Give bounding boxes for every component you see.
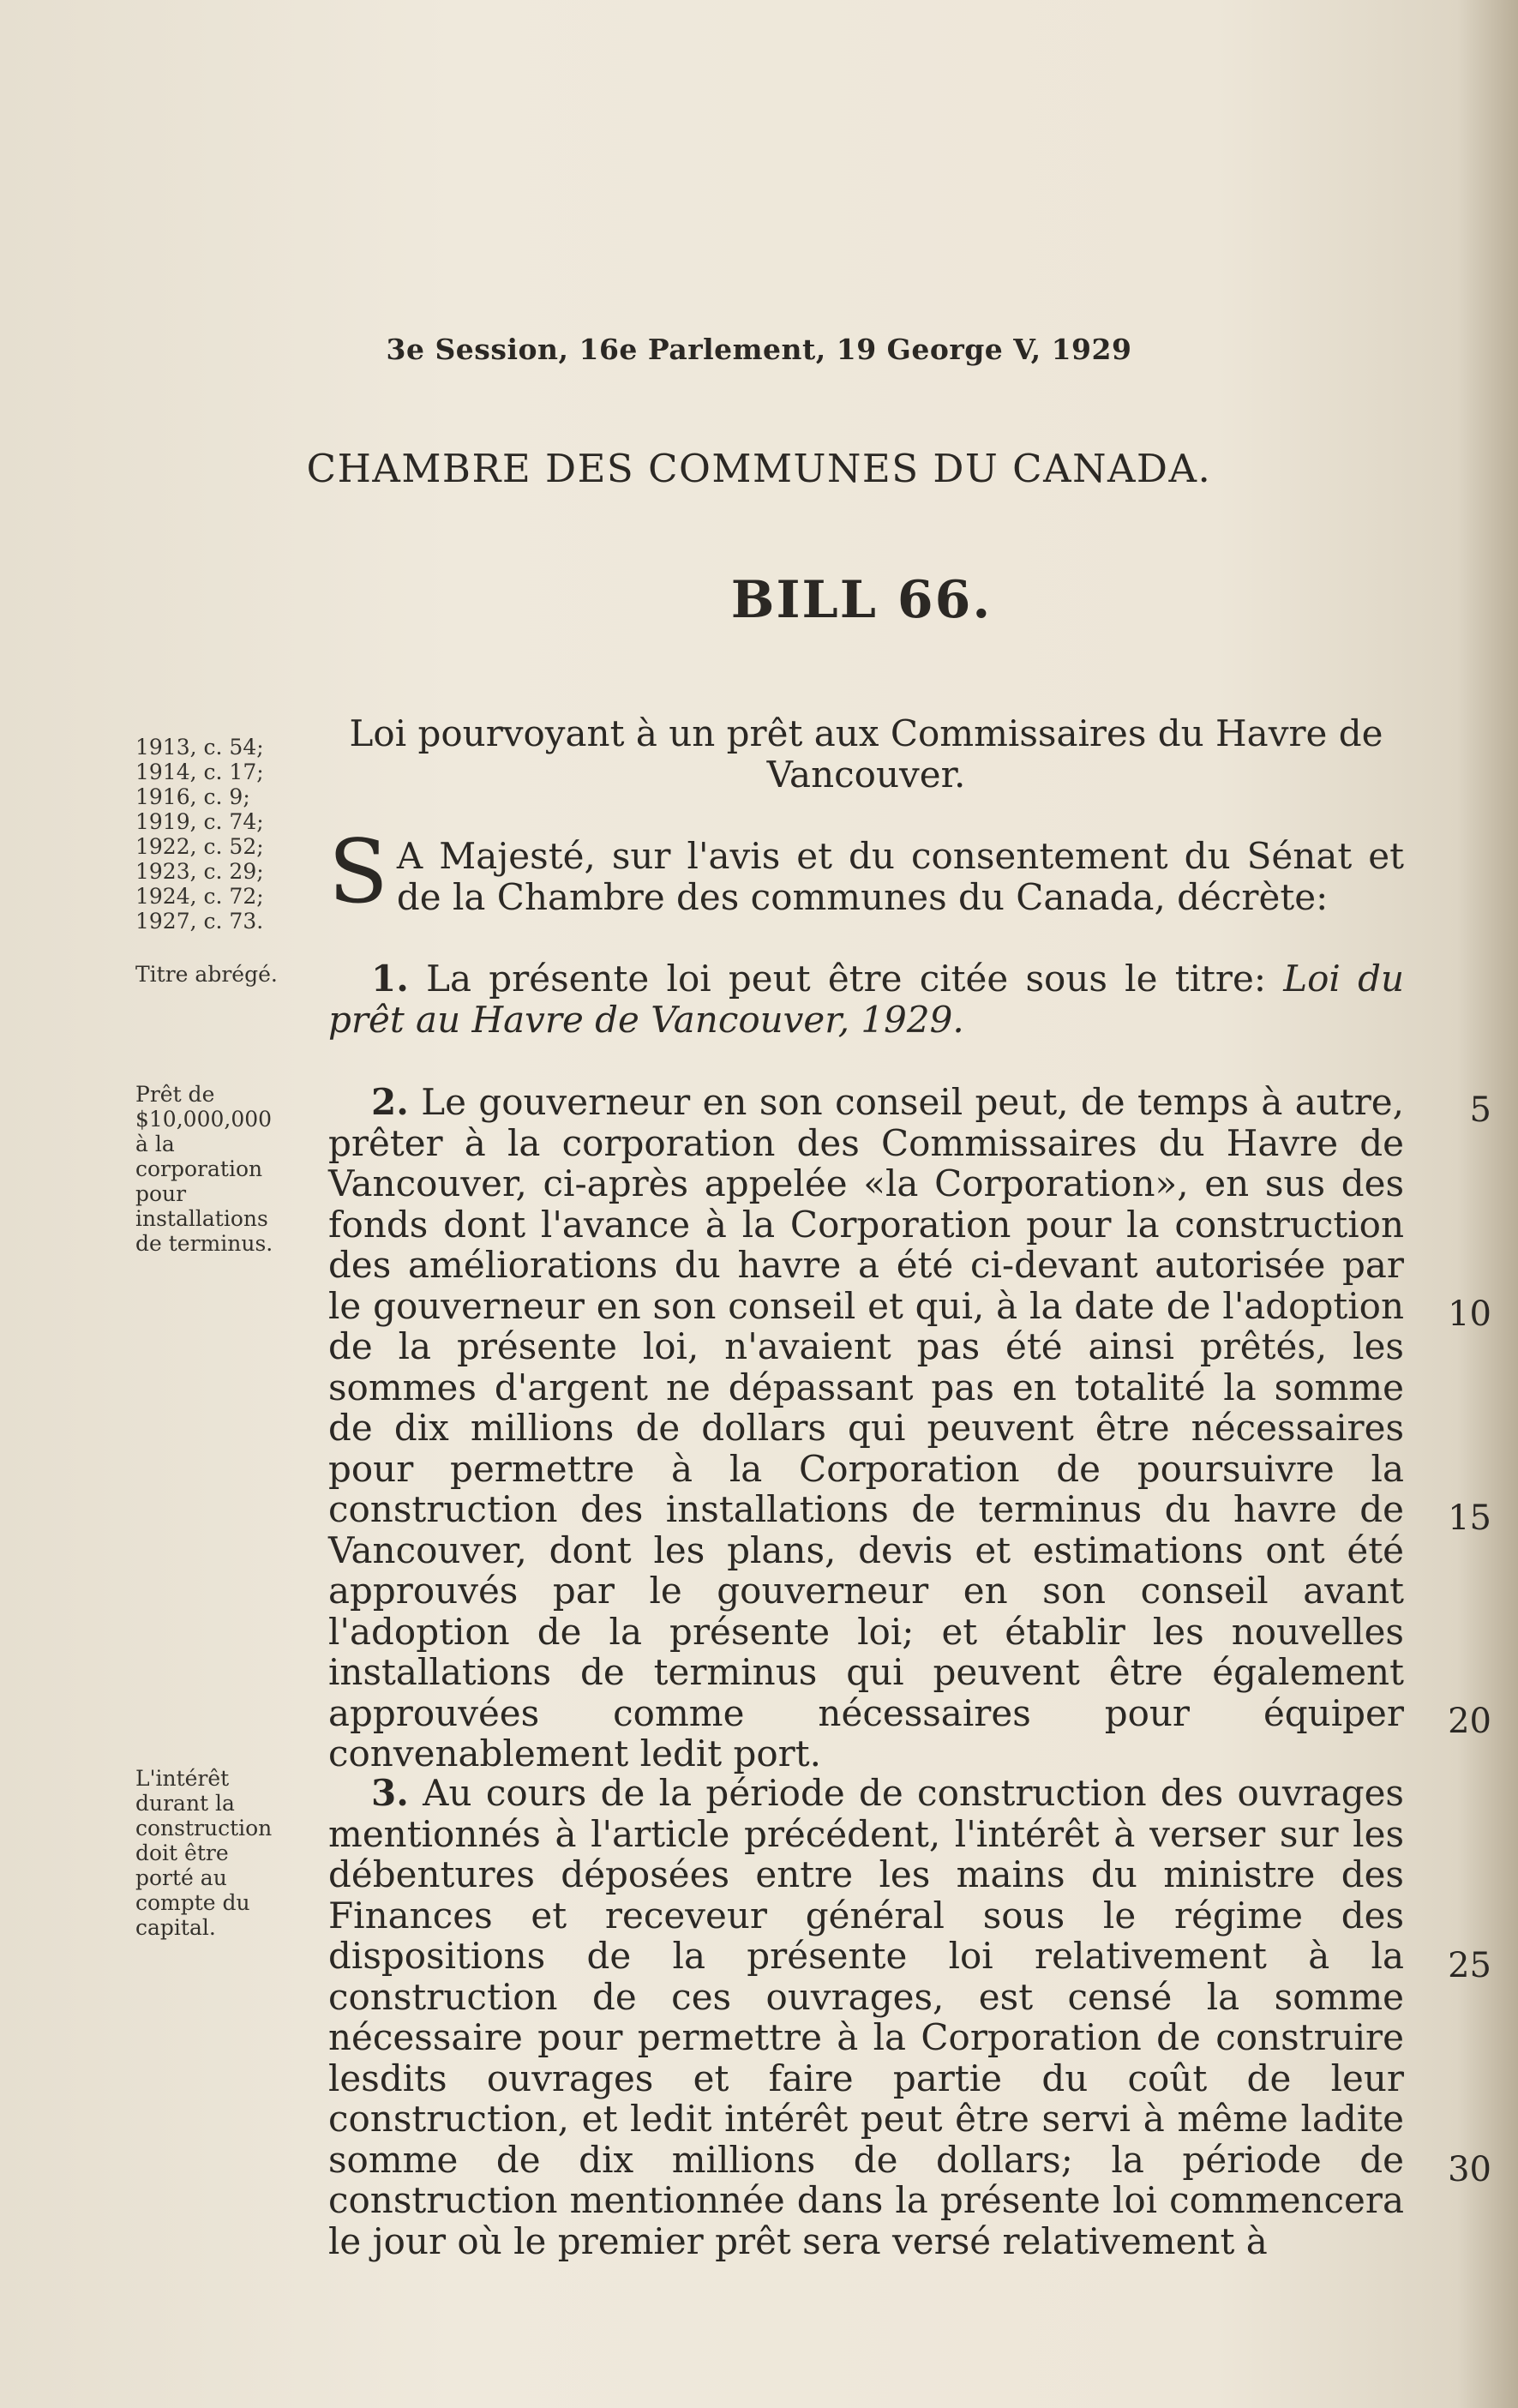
margin-line: doit être bbox=[135, 1841, 229, 1865]
section-text: Au cours de la période de construction des ouvrages mentionnés à l'article précédent, l'intérêt à verser sur les débentures déposées entre les mains du ministre des Finances et receveur général sous le régime des dispositions de la présente loi relativement à la construction de ces ouvrages, est censé la somme nécessaire pour permettre à la Corporation de construire lesdits ouvrages et faire partie du coût de leur construction, et ledit intérêt peut être servi à même ladite somme de dix millions de dollars; la période de construction mentionnée dans la présente loi commencera le jour où le premier prêt sera versé relativement à bbox=[328, 1772, 1404, 2262]
section-number: 3. bbox=[371, 1772, 409, 1814]
margin-line: porté au bbox=[135, 1865, 227, 1890]
section-number: 1. bbox=[371, 958, 409, 1000]
margin-line: compte du bbox=[135, 1890, 250, 1915]
margin-line: à la bbox=[135, 1132, 175, 1156]
line-number: 20 bbox=[1448, 1702, 1491, 1741]
margin-line: Prêt de bbox=[135, 1082, 215, 1107]
enacting-text: A Majesté, sur l'avis et du consentement du Sénat et de la Chambre des communes du Canada, décrète: bbox=[396, 835, 1404, 918]
margin-line: installations bbox=[135, 1206, 268, 1231]
margin-note-loan bbox=[135, 1082, 307, 1256]
citation: 1923, c. 29; bbox=[135, 859, 264, 884]
section-1 bbox=[328, 958, 1404, 1040]
margin-line: capital. bbox=[135, 1915, 216, 1940]
section-2 bbox=[328, 1082, 1404, 1774]
section-text: La présente loi peut être citée sous le titre: bbox=[426, 958, 1266, 1000]
margin-note-interest bbox=[135, 1766, 307, 1940]
citation: 1927, c. 73. bbox=[135, 909, 264, 934]
margin-note-short-title: Titre abrégé. bbox=[135, 962, 278, 987]
line-number: 15 bbox=[1448, 1498, 1491, 1538]
line-number: 5 bbox=[1469, 1090, 1491, 1130]
enacting-clause bbox=[328, 821, 1404, 923]
margin-line: corporation bbox=[135, 1156, 263, 1181]
drop-cap: S bbox=[328, 821, 388, 923]
short-title-italic: Loi du prêt au Havre de Vancouver, 1929. bbox=[328, 958, 1404, 1041]
margin-line: de terminus. bbox=[135, 1231, 273, 1256]
session-header: 3e Session, 16e Parlement, 19 George V, 1929 bbox=[386, 333, 1132, 366]
margin-line: durant la bbox=[135, 1791, 235, 1816]
line-number: 30 bbox=[1448, 2150, 1491, 2189]
margin-line: L'intérêt bbox=[135, 1766, 230, 1791]
margin-line: $10,000,000 bbox=[135, 1107, 273, 1132]
section-3 bbox=[328, 1773, 1404, 2261]
citation: 1924, c. 72; bbox=[135, 884, 264, 909]
citation: 1919, c. 74; bbox=[135, 809, 264, 834]
citation: 1913, c. 54; bbox=[135, 735, 264, 760]
citation: 1914, c. 17; bbox=[135, 760, 264, 784]
bill-long-title: Loi pourvoyant à un prêt aux Commissaires du Havre de Vancouver. bbox=[349, 712, 1383, 796]
citation: 1922, c. 52; bbox=[135, 834, 264, 859]
line-number: 25 bbox=[1448, 1946, 1491, 1985]
bill-number: BILL 66. bbox=[730, 570, 993, 630]
margin-line: pour bbox=[135, 1181, 187, 1206]
margin-line: construction bbox=[135, 1816, 273, 1841]
chamber-title: CHAMBRE DES COMMUNES DU CANADA. bbox=[306, 446, 1212, 491]
margin-note-citations bbox=[135, 735, 307, 934]
section-number: 2. bbox=[371, 1081, 409, 1123]
line-number: 10 bbox=[1448, 1294, 1491, 1334]
citation: 1916, c. 9; bbox=[135, 784, 250, 809]
section-text: Le gouverneur en son conseil peut, de temps à autre, prêter à la corporation des Commissaires du Havre de Vancouver, ci-après appelée «la Corporation», en sus des fonds dont l'avance à la Corporation pour la construction des améliorations du havre a été ci-devant autorisée par le gouverneur en son conseil et qui, à la date de l'adoption de la présente loi, n'avaient pas été ainsi prêtés, les sommes d'argent ne dépassant pas en totalité la somme de dix millions de dollars qui peuvent être nécessaires pour permettre à la Corporation de poursuivre la construction des installations de terminus du havre de Vancouver, dont les plans, devis et estimations ont été approuvés par le gouverneur en son conseil avant l'adoption de la présente loi; et établir les nouvelles installations de terminus qui peuvent être également approuvées comme nécessaires pour équiper convenablement ledit port. bbox=[328, 1081, 1404, 1774]
